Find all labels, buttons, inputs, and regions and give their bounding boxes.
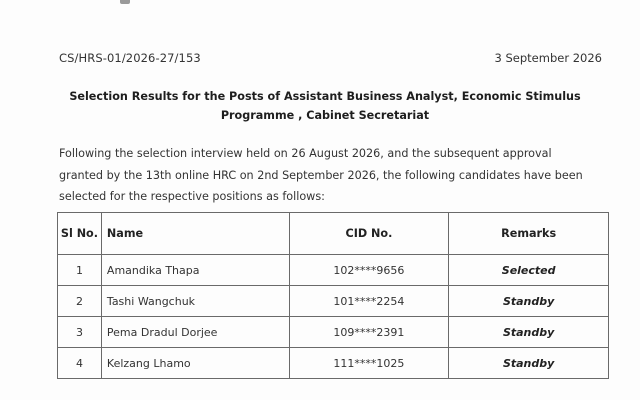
table-row — [58, 348, 609, 379]
header-name: Name — [101, 213, 289, 255]
reference-number: CS/HRS-01/2026-27/153 — [59, 51, 201, 65]
letter-date: 3 September 2026 — [494, 51, 602, 65]
body-line-1: Following the selection interview held on 26 August 2026, and the subsequent approval — [59, 147, 552, 160]
cell-cid: 109****2391 — [289, 317, 449, 348]
cell-remarks: Standby — [449, 317, 609, 348]
header-cid: CID No. — [289, 213, 449, 255]
cell-cid: 101****2254 — [289, 286, 449, 317]
cell-cid: 111****1025 — [289, 348, 449, 379]
cell-sl-no: 4 — [58, 348, 102, 379]
cell-remarks: Selected — [449, 255, 609, 286]
cell-remarks: Standby — [449, 286, 609, 317]
header-sl-no: Sl No. — [58, 213, 102, 255]
table-row — [58, 317, 609, 348]
cell-sl-no: 2 — [58, 286, 102, 317]
title-line-2: Programme , Cabinet Secretariat — [220, 109, 430, 122]
table-header-row — [58, 213, 609, 255]
header-remarks: Remarks — [449, 213, 609, 255]
body-line-2: granted by the 13th online HRC on 2nd September 2026, the following candidates have been — [59, 168, 583, 182]
cell-sl-no: 3 — [58, 317, 102, 348]
cell-remarks: Standby — [449, 348, 609, 379]
body-line-3: selected for the respective positions as follows: — [59, 190, 325, 203]
cell-name: Tashi Wangchuk — [101, 286, 289, 317]
cell-name: Pema Dradul Dorjee — [101, 317, 289, 348]
cell-name: Amandika Thapa — [101, 255, 289, 286]
cell-sl-no: 1 — [58, 255, 102, 286]
table-row — [58, 255, 609, 286]
page-edge-mark — [120, 0, 130, 4]
cell-cid: 102****9656 — [289, 255, 449, 286]
results-table — [57, 212, 609, 379]
table-row — [58, 286, 609, 317]
letter-header — [59, 51, 602, 69]
document-title — [60, 87, 590, 125]
title-line-1: Selection Results for the Posts of Assistant Business Analyst, Economic Stimulus — [69, 90, 581, 103]
cell-name: Kelzang Lhamo — [101, 348, 289, 379]
body-paragraph — [59, 143, 611, 208]
